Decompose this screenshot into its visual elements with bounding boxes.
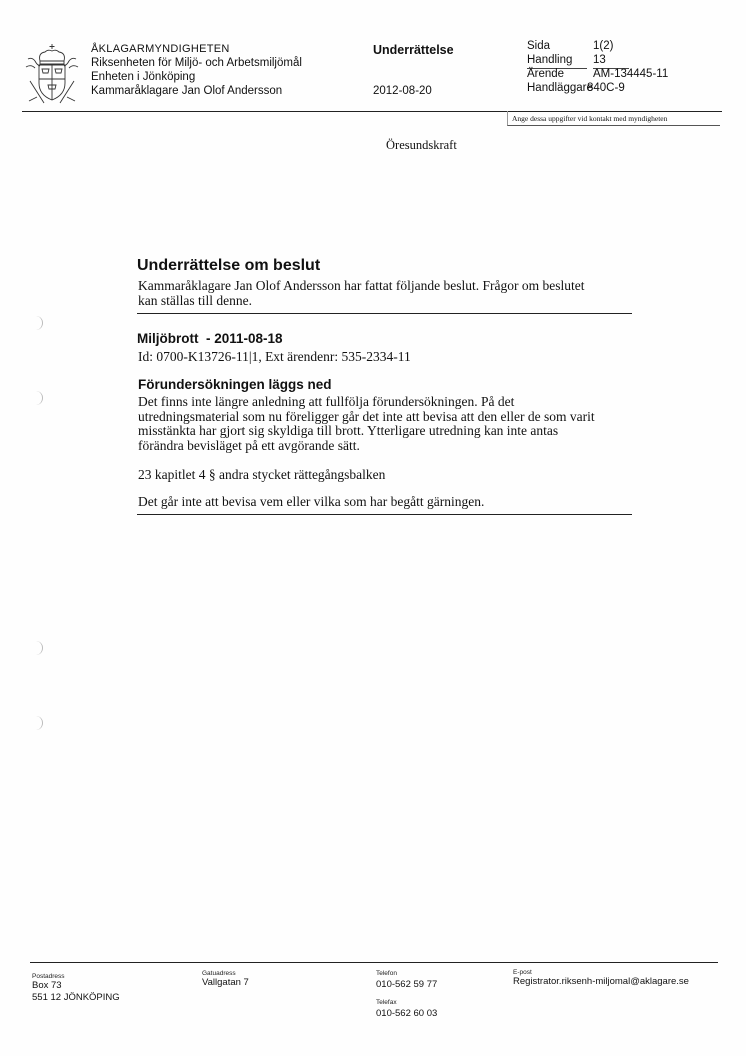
decision-reason	[138, 395, 595, 453]
punch-hole-mark	[34, 716, 43, 730]
fax-label: Telefax	[376, 999, 397, 1006]
decision-heading: Förundersökningen läggs ned	[138, 377, 332, 392]
prosecutor-name: Kammaråklagare Jan Olof Andersson	[91, 85, 283, 97]
document-type: Underrättelse	[373, 43, 454, 57]
email-address[interactable]: Registrator.riksenh-miljomal@aklagare.se	[513, 976, 689, 987]
reason-line: Det finns inte längre anledning att fullfölja förundersökningen. På det	[138, 394, 515, 409]
notice-intro-line1: Kammaråklagare Jan Olof Andersson har fattat följande beslut. Frågor om beslutet	[138, 278, 585, 293]
punch-hole-mark	[34, 391, 43, 405]
meta-row-officer	[527, 82, 717, 96]
street-label: Gatuadress	[202, 970, 236, 977]
footer-rule	[30, 962, 718, 963]
meta-value: 840C-9	[587, 82, 625, 94]
case-rule	[137, 514, 632, 515]
email-label: E-post	[513, 969, 532, 976]
footer-postal	[32, 973, 120, 1004]
coat-of-arms-icon	[20, 41, 84, 107]
postal-line1: Box 73	[32, 980, 62, 991]
phone-label: Telefon	[376, 970, 397, 977]
document-date: 2012-08-20	[373, 85, 432, 97]
meta-row-case	[527, 68, 717, 82]
org-name: ÅKLAGARMYNDIGHETEN	[91, 43, 230, 55]
phone-number: 010-562 59 77	[376, 979, 438, 990]
document-meta	[527, 40, 717, 96]
org-office: Enheten i Jönköping	[91, 71, 196, 83]
meta-row-handling	[527, 54, 717, 68]
notice-title: Underrättelse om beslut	[137, 257, 321, 274]
conclusion: Det går inte att bevisa vem eller vilka som har begått gärningen.	[138, 494, 485, 509]
footer-phone	[376, 970, 437, 1020]
contact-note: Ange dessa uppgifter vid kontakt med myndigheten	[512, 114, 668, 123]
meta-row-page	[527, 40, 717, 54]
contact-note-box	[507, 111, 720, 126]
notice-intro-line2: kan ställas till denne.	[138, 293, 252, 308]
postal-label: Postadress	[32, 973, 65, 980]
reason-line: förändra bevisläget på ett avgörande sätt.	[138, 437, 360, 453]
meta-value: 1(2)	[593, 40, 614, 52]
meta-label: Sida	[527, 40, 551, 52]
meta-value: AM-134445-11	[593, 68, 669, 80]
recipient: Öresundskraft	[386, 138, 457, 152]
reason-line: misstänkta har gjort sig skyldiga till brott. Ytterligare utredning kan inte antas	[138, 423, 559, 438]
case-heading: Miljöbrott - 2011-08-18	[137, 331, 283, 346]
meta-label: Handläggare	[527, 82, 593, 94]
meta-label: Ärende	[527, 68, 565, 80]
case-id: Id: 0700-K13726-11|1, Ext ärendenr: 535-2334-11	[138, 349, 411, 364]
law-reference: 23 kapitlet 4 § andra stycket rättegångsbalken	[138, 467, 386, 482]
street-address: Vallgatan 7	[202, 977, 249, 988]
punch-hole-mark	[34, 641, 43, 655]
notice-rule	[137, 313, 632, 314]
footer-street	[202, 970, 249, 989]
meta-value: 13	[593, 54, 629, 69]
agency-logo	[20, 41, 84, 107]
reason-line: utredningsmaterial som nu föreligger går det inte att bevisa att den eller de som varit	[138, 408, 595, 424]
meta-label: Handling	[527, 54, 587, 69]
punch-hole-mark	[34, 316, 43, 330]
org-unit: Riksenheten för Miljö- och Arbetsmiljömål	[91, 57, 302, 69]
postal-line2: 551 12 JÖNKÖPING	[32, 992, 120, 1003]
fax-number: 010-562 60 03	[376, 1008, 438, 1019]
footer-email	[513, 969, 689, 988]
